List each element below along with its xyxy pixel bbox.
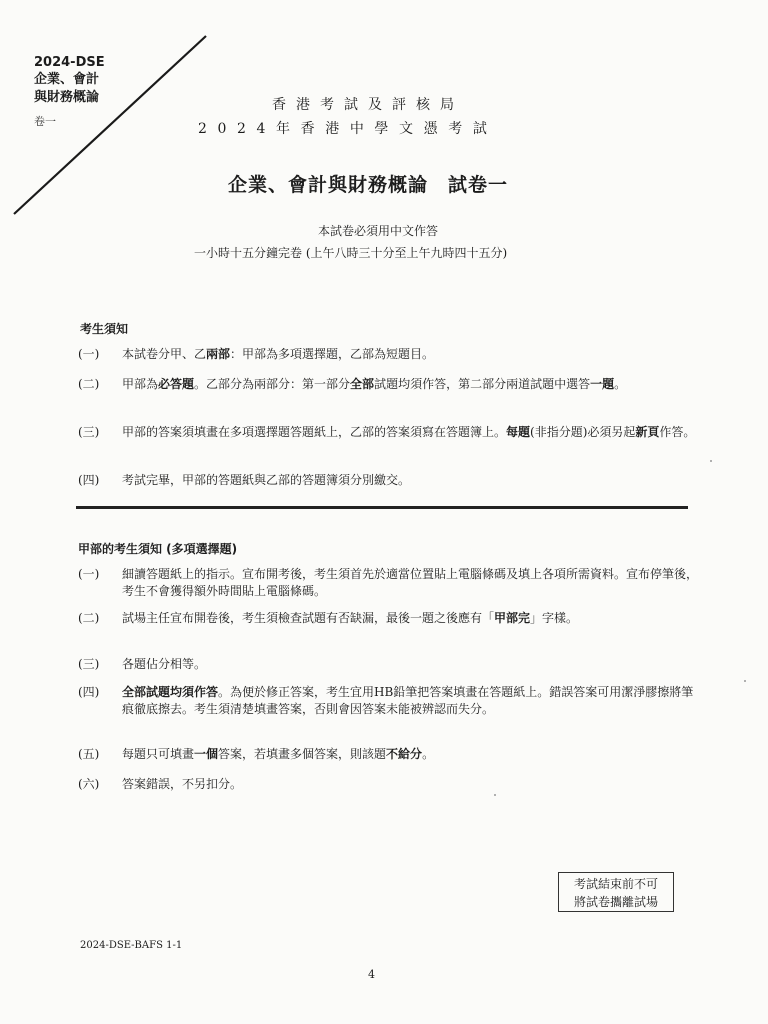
scan-speck (744, 680, 746, 682)
section-a-item-5 (78, 746, 698, 763)
item-number: (六) (78, 777, 100, 791)
section-a-item-1 (78, 566, 698, 600)
notice-line-1: 考試結束前不可 (573, 877, 658, 891)
item-text: 試題均須作答，第二部分兩道試題中選答 (374, 377, 591, 391)
general-item-4 (78, 472, 698, 489)
general-item-3 (78, 424, 698, 441)
corner-label (34, 54, 105, 131)
item-number: (三) (78, 425, 100, 439)
item-text: 。乙部分為兩部分：第一部分 (194, 377, 351, 391)
item-text: 甲部的答案須填畫在多項選擇題答題紙上，乙部的答案須寫在答題簿上。 (122, 425, 507, 439)
item-emphasis: 新頁 (635, 425, 660, 439)
item-number: (一) (78, 567, 100, 581)
item-text: 甲部為 (122, 377, 159, 391)
item-emphasis: 兩部 (206, 347, 231, 361)
section-a-heading: 甲部的考生須知 (多項選擇題) (78, 542, 238, 556)
item-text: 試場主任宣布開卷後，考生須檢查試題有否缺漏，最後一題之後應有「 (122, 611, 495, 625)
paper-title: 企業、會計與財務概論 試卷一 (228, 174, 509, 196)
item-text: 。為便於修正答案，考生宜用HB鉛筆把答案填畫在答題紙上。錯誤答案可用潔淨膠擦將筆痕徹底擦去。考生須清楚填畫答案，否則會因答案未能被辨認而失分。 (122, 685, 694, 716)
item-emphasis: 不給分 (386, 747, 423, 761)
item-emphasis: 全部試題均須作答 (122, 685, 219, 699)
exam-code: 2024-DSE (34, 55, 105, 70)
section-a-item-4 (78, 684, 698, 718)
notice-box (558, 872, 674, 912)
general-item-2 (78, 376, 698, 393)
item-emphasis: 必答題 (158, 377, 195, 391)
scan-speck (494, 794, 496, 796)
item-text: 每題只可填畫 (122, 747, 195, 761)
item-number: (二) (78, 377, 100, 391)
item-text: 。 (422, 747, 435, 761)
item-text: ：甲部為多項選擇題，乙部為短題目。 (230, 347, 435, 361)
section-a-item-6 (78, 776, 698, 793)
item-text: 細讀答題紙上的指示。宣布開考後，考生須首先於適當位置貼上電腦條碼及填上各項所需資料。宣布停筆後，考生不會獲得額外時間貼上電腦條碼。 (122, 567, 699, 598)
item-emphasis: 每題 (506, 425, 531, 439)
item-text: (非指分題)必須另起 (530, 425, 636, 439)
general-heading: 考生須知 (80, 322, 129, 336)
item-number: (四) (78, 685, 100, 699)
item-text: 」字樣。 (530, 611, 579, 625)
item-number: (二) (78, 611, 100, 625)
item-text: 答案錯誤，不另扣分。 (122, 777, 243, 791)
item-number: (一) (78, 347, 100, 361)
general-item-1 (78, 346, 698, 363)
subject-line-1: 企業、會計 (34, 72, 100, 87)
authority-name: 香港考試及評核局 (272, 97, 464, 113)
footer-code: 2024-DSE-BAFS 1-1 (80, 940, 183, 951)
page-number: 4 (368, 968, 375, 981)
item-text: 本試卷分甲、乙 (122, 347, 207, 361)
item-number: (五) (78, 747, 100, 761)
item-emphasis: 一題 (590, 377, 615, 391)
section-a-item-2 (78, 610, 698, 627)
item-text: 作答。 (659, 425, 696, 439)
item-text: 答案，若填畫多個答案，則該題 (218, 747, 387, 761)
item-emphasis: 一個 (194, 747, 219, 761)
paper-label: 卷一 (34, 115, 56, 128)
item-text: 各題佔分相等。 (122, 657, 207, 671)
item-number: (四) (78, 473, 100, 487)
item-number: (三) (78, 657, 100, 671)
duration-note: 一小時十五分鐘完卷 (上午八時三十分至上午九時四十五分) (194, 246, 508, 260)
notice-line-2: 將試卷攜離試場 (573, 895, 658, 909)
item-emphasis: 甲部完 (494, 611, 531, 625)
item-text: 。 (614, 377, 627, 391)
language-note: 本試卷必須用中文作答 (318, 224, 439, 238)
section-a-item-3 (78, 656, 698, 673)
subject-line-2: 與財務概論 (34, 90, 100, 105)
item-emphasis: 全部 (350, 377, 375, 391)
exam-name: 2024年香港中學文憑考試 (198, 121, 498, 137)
item-text: 考試完畢，甲部的答題紙與乙部的答題簿須分別繳交。 (122, 473, 411, 487)
scan-speck (710, 460, 712, 462)
section-divider (76, 506, 688, 509)
